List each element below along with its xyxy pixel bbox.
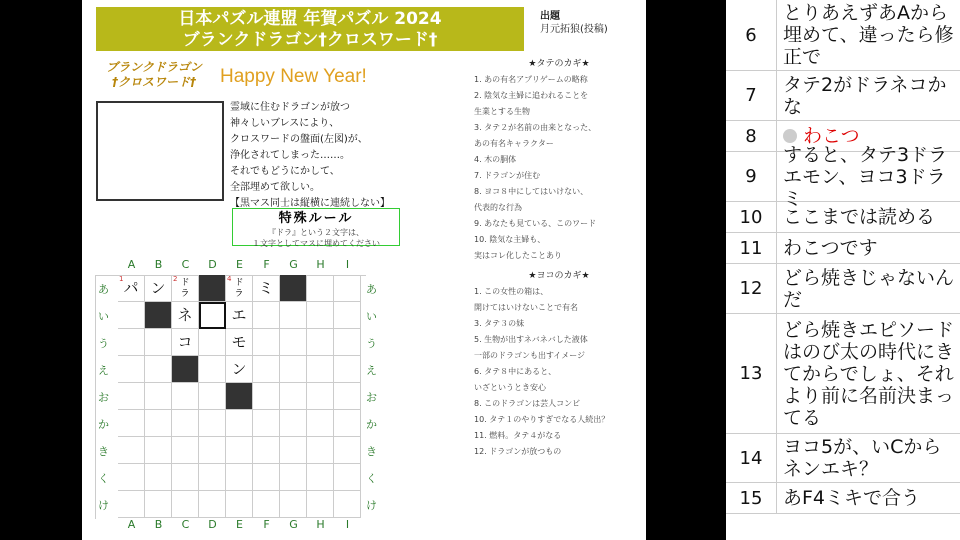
comment-row[interactable] bbox=[726, 143, 960, 210]
column-label-bottom: G bbox=[289, 518, 298, 531]
comment-number: 11 bbox=[726, 233, 777, 263]
grid-cell[interactable] bbox=[226, 464, 253, 491]
row-label-right: き bbox=[366, 445, 377, 458]
comment-number: 8 bbox=[726, 121, 777, 151]
column-label-top: B bbox=[154, 258, 163, 271]
column-label-bottom: B bbox=[154, 518, 163, 531]
column-label-top: C bbox=[181, 258, 190, 271]
grid-cell[interactable] bbox=[280, 383, 307, 410]
clue-number: 2 bbox=[173, 275, 178, 283]
column-label-bottom: H bbox=[316, 518, 325, 531]
grid-cell[interactable] bbox=[253, 329, 280, 356]
grid-cell[interactable] bbox=[118, 356, 145, 383]
comment-text-wrap bbox=[777, 143, 960, 210]
grid-cell[interactable] bbox=[253, 491, 280, 518]
grid-cell[interactable] bbox=[334, 383, 361, 410]
grid-cell[interactable] bbox=[253, 410, 280, 437]
comment-text: わこつです bbox=[783, 237, 878, 259]
comment-text-wrap bbox=[777, 264, 960, 313]
grid-cell[interactable] bbox=[253, 275, 280, 302]
grid-cell[interactable] bbox=[307, 356, 334, 383]
puzzle-sheet bbox=[82, 0, 646, 540]
grid-cell[interactable] bbox=[334, 356, 361, 383]
grid-cell[interactable] bbox=[280, 464, 307, 491]
row-label-left: き bbox=[98, 445, 109, 458]
grid-cell[interactable] bbox=[253, 302, 280, 329]
row-label-left: お bbox=[98, 391, 109, 404]
grid-cell[interactable] bbox=[145, 329, 172, 356]
clue-item: 一部のドラゴンも出すイメージ bbox=[474, 351, 586, 360]
logo-line-1: ブランクドラゴン bbox=[106, 60, 202, 74]
title-line-2: ブランクドラゴン†クロスワード† bbox=[182, 30, 438, 50]
grid-cell[interactable] bbox=[199, 329, 226, 356]
comment-list bbox=[726, 0, 960, 540]
grid-cell[interactable] bbox=[145, 410, 172, 437]
clue-item: 3. タテ３の妹 bbox=[474, 319, 525, 328]
clue-item: 1. あの有名アプリゲームの略称 bbox=[474, 75, 588, 84]
grid-cell[interactable] bbox=[172, 491, 199, 518]
grid-cell[interactable] bbox=[307, 275, 334, 302]
grid-cell[interactable] bbox=[307, 464, 334, 491]
comment-text-wrap bbox=[777, 0, 960, 70]
column-label-top: G bbox=[289, 258, 298, 271]
grid-cell[interactable] bbox=[172, 329, 199, 356]
grid-cell[interactable] bbox=[280, 491, 307, 518]
clue-item: 実はコレ化したことあり bbox=[474, 251, 562, 260]
comment-number: 13 bbox=[726, 314, 777, 433]
grid-cell[interactable] bbox=[145, 383, 172, 410]
story-line: 全部埋めて欲しい。 bbox=[230, 182, 320, 193]
clue-item: いざというとき安心 bbox=[474, 383, 546, 392]
clue-item: 7. ドラゴンが住む bbox=[474, 171, 541, 180]
comment-number: 15 bbox=[726, 483, 777, 513]
clue-item: 8. このドラゴンは芸人コンビ bbox=[474, 399, 581, 408]
clue-item: 1. この女性の箱は、 bbox=[474, 287, 549, 296]
grid-cell[interactable] bbox=[226, 383, 253, 410]
cell-letter: パ bbox=[123, 279, 139, 297]
comment-text-wrap bbox=[777, 434, 960, 482]
comment-number: 6 bbox=[726, 0, 777, 70]
comment-text: タテ2がドラネコかな bbox=[783, 73, 947, 118]
comment-text: ヨコ5が、いCからネンエキ？ bbox=[783, 436, 942, 480]
yoko-clues bbox=[474, 284, 644, 460]
grid-cell[interactable] bbox=[199, 302, 226, 329]
author-name: 月元拓狼(投稿) bbox=[540, 24, 608, 35]
grid-cell[interactable] bbox=[199, 356, 226, 383]
grid-cell[interactable] bbox=[334, 437, 361, 464]
grid-cell[interactable] bbox=[334, 302, 361, 329]
grid-cell[interactable] bbox=[280, 356, 307, 383]
clue-item: 12. ドラゴンが放つもの bbox=[474, 447, 562, 456]
grid-cell[interactable] bbox=[280, 437, 307, 464]
story-line: 【黒マス同士は縦横に連続しない】 bbox=[230, 198, 390, 209]
grid-cell[interactable] bbox=[172, 410, 199, 437]
grid-cell[interactable] bbox=[307, 410, 334, 437]
row-label-left: け bbox=[98, 499, 109, 512]
comment-text-wrap bbox=[777, 233, 960, 263]
grid-cell[interactable] bbox=[118, 329, 145, 356]
comment-text-wrap bbox=[777, 483, 960, 513]
rule-text-line-1: 『ドラ』という２文字は、 bbox=[268, 228, 364, 237]
grid-cell[interactable] bbox=[172, 464, 199, 491]
row-label-left: あ bbox=[98, 283, 109, 296]
story-line: クロスワードの盤面(左図)が、 bbox=[230, 134, 368, 145]
story-line: 浄化されてしまった……。 bbox=[230, 150, 350, 161]
column-label-top: I bbox=[345, 258, 350, 271]
grid-cell[interactable] bbox=[334, 329, 361, 356]
grid-cell[interactable] bbox=[172, 383, 199, 410]
yoko-clues-heading: ★ヨコのカギ★ bbox=[528, 271, 590, 281]
grid-cell[interactable] bbox=[334, 491, 361, 518]
row-label-right: い bbox=[366, 310, 377, 323]
row-label-right: お bbox=[366, 391, 377, 404]
comment-text-wrap bbox=[777, 71, 960, 120]
clue-item: 11. 燃料。タテ４がなる bbox=[474, 431, 562, 440]
grid-cell[interactable] bbox=[334, 410, 361, 437]
column-label-top: F bbox=[263, 258, 270, 271]
grid-cell[interactable] bbox=[199, 275, 226, 302]
grid-cell[interactable] bbox=[172, 275, 199, 302]
column-label-bottom: I bbox=[345, 518, 350, 531]
grid-cell[interactable] bbox=[226, 302, 253, 329]
comment-text: わこつ bbox=[803, 125, 860, 147]
clue-item: 2. 陰気な主婦に追われることを bbox=[474, 91, 589, 100]
comment-text: とりあえずあAから埋めて、違ったら修正で bbox=[783, 2, 954, 68]
row-label-left: く bbox=[98, 472, 109, 485]
grid-cell[interactable] bbox=[145, 437, 172, 464]
row-label-left: い bbox=[98, 310, 109, 323]
clue-number: 1 bbox=[119, 275, 124, 283]
grid-cell[interactable] bbox=[253, 356, 280, 383]
comment-text: すると、タテ3ドラエモン、ヨコ3ドラミ bbox=[783, 143, 948, 210]
cell-letter: ミ bbox=[258, 279, 274, 297]
logo-line-2: †クロスワード† bbox=[111, 75, 196, 89]
clue-item: 10. 陰気な主婦も、 bbox=[474, 235, 546, 244]
column-label-top: H bbox=[316, 258, 325, 271]
clue-item: 9. あなたも見ている、このワード bbox=[474, 219, 597, 228]
comment-text-wrap bbox=[777, 202, 960, 232]
clue-item: 6. タテ８中にあると、 bbox=[474, 367, 557, 376]
tate-clues-heading: ★タテのカギ★ bbox=[528, 59, 590, 69]
grid-cell[interactable] bbox=[226, 410, 253, 437]
author-label: 出題 bbox=[540, 11, 560, 22]
grid-cell[interactable] bbox=[307, 437, 334, 464]
clue-item: 3. タテ２が名前の由来となった、 bbox=[474, 123, 597, 132]
clue-item: 4. 木の胴体 bbox=[474, 155, 517, 164]
story-line: 霊域に住むドラゴンが放つ bbox=[230, 102, 350, 113]
grid-cell[interactable] bbox=[118, 302, 145, 329]
story-line: 神々しいブレスにより、 bbox=[230, 118, 340, 129]
grid-cell[interactable] bbox=[145, 464, 172, 491]
column-label-bottom: C bbox=[181, 518, 190, 531]
grid-cell[interactable] bbox=[199, 410, 226, 437]
cell-letter: ド ラ bbox=[180, 278, 190, 299]
clue-item: あの有名キャラクター bbox=[474, 139, 554, 148]
comment-row[interactable] bbox=[726, 71, 960, 121]
grid-cell[interactable] bbox=[118, 410, 145, 437]
column-label-bottom: E bbox=[236, 518, 243, 531]
clue-item: 生業とする生物 bbox=[474, 107, 530, 116]
clue-item: 10. タテ１のやりすぎでなる人続出？ bbox=[474, 415, 610, 424]
grid-cell[interactable] bbox=[199, 491, 226, 518]
clue-item: 開けてはいけないことで有名 bbox=[474, 303, 578, 312]
cell-letter: ン bbox=[150, 279, 166, 297]
comment-text: あF4ミキで合う bbox=[783, 487, 921, 509]
special-rule-box bbox=[232, 208, 400, 246]
grid-cell[interactable] bbox=[307, 302, 334, 329]
grid-cell[interactable] bbox=[199, 437, 226, 464]
comment-text: どら焼きエピソードはのび太の時代にきてからでしょ、それより前に名前決まってる bbox=[783, 318, 955, 429]
cell-letter: モ bbox=[231, 333, 247, 351]
comment-row[interactable] bbox=[726, 233, 960, 264]
grid-cell[interactable] bbox=[280, 275, 307, 302]
crossword-grid[interactable] bbox=[82, 256, 412, 540]
clue-list bbox=[474, 56, 644, 460]
row-label-right: け bbox=[366, 499, 377, 512]
grid-cell[interactable] bbox=[226, 329, 253, 356]
comment-text-wrap bbox=[777, 314, 960, 433]
cell-letter: コ bbox=[177, 333, 193, 351]
column-label-bottom: F bbox=[263, 518, 270, 531]
story-text bbox=[230, 100, 390, 212]
rule-text bbox=[233, 227, 399, 249]
grid-cell[interactable] bbox=[280, 329, 307, 356]
comment-number: 14 bbox=[726, 434, 777, 482]
comment-row[interactable] bbox=[726, 0, 960, 71]
comment-row[interactable] bbox=[726, 202, 960, 233]
title-line-1: 日本パズル連盟 年賀パズル 2024 bbox=[178, 9, 442, 29]
comment-number: 10 bbox=[726, 202, 777, 232]
row-label-right: か bbox=[366, 418, 377, 431]
clue-item: 8. ヨコ８中にしてはいけない、 bbox=[474, 187, 589, 196]
title-banner bbox=[96, 7, 524, 51]
grid-cell[interactable] bbox=[118, 437, 145, 464]
grid-cell[interactable] bbox=[172, 302, 199, 329]
column-label-top: A bbox=[127, 258, 136, 271]
comment-number: 7 bbox=[726, 71, 777, 120]
comment-number: 12 bbox=[726, 264, 777, 313]
column-label-top: E bbox=[236, 258, 243, 271]
tate-clues bbox=[474, 72, 644, 264]
row-label-right: え bbox=[366, 364, 377, 377]
column-label-top: D bbox=[208, 258, 217, 271]
grid-cell[interactable] bbox=[145, 302, 172, 329]
blank-board-image bbox=[96, 101, 224, 201]
grid-cell[interactable] bbox=[253, 437, 280, 464]
grid-cell[interactable] bbox=[334, 275, 361, 302]
grid-cell[interactable] bbox=[253, 464, 280, 491]
clue-item: 5. 生物が出すネバネバした液体 bbox=[474, 335, 588, 344]
comment-row[interactable] bbox=[726, 434, 960, 483]
comment-text: ここまでは読める bbox=[783, 206, 936, 228]
grid-cell[interactable] bbox=[145, 356, 172, 383]
grid-cell[interactable] bbox=[118, 275, 145, 302]
greeting-text: Happy New Year! bbox=[220, 66, 367, 87]
grid-cell[interactable] bbox=[118, 383, 145, 410]
grid-cell[interactable] bbox=[226, 437, 253, 464]
row-label-right: あ bbox=[366, 283, 377, 296]
row-label-left: う bbox=[98, 337, 109, 350]
grid-cell[interactable] bbox=[118, 491, 145, 518]
grid-cell[interactable] bbox=[226, 275, 253, 302]
grid-cell[interactable] bbox=[280, 410, 307, 437]
clue-number: 4 bbox=[227, 275, 232, 283]
rule-title: 特殊ルール bbox=[278, 211, 354, 226]
author-info bbox=[540, 10, 608, 36]
grid-cell[interactable] bbox=[145, 275, 172, 302]
grid-cell[interactable] bbox=[199, 383, 226, 410]
grid-cell[interactable] bbox=[307, 491, 334, 518]
row-label-right: う bbox=[366, 337, 377, 350]
row-label-left: え bbox=[98, 364, 109, 377]
comment-number: 9 bbox=[726, 152, 777, 201]
grid-cell[interactable] bbox=[118, 464, 145, 491]
rule-text-line-2: １文字としてマスに埋めてください bbox=[252, 239, 380, 248]
grid-cell[interactable] bbox=[307, 329, 334, 356]
cell-letter: エ bbox=[231, 306, 247, 324]
comment-row[interactable] bbox=[726, 264, 960, 314]
cell-letter: ン bbox=[231, 360, 247, 378]
grid-cell[interactable] bbox=[280, 302, 307, 329]
cell-letter: ド ラ bbox=[234, 278, 244, 299]
row-label-left: か bbox=[98, 418, 109, 431]
grid-cell[interactable] bbox=[199, 464, 226, 491]
grid-cell[interactable] bbox=[172, 437, 199, 464]
grid-cell[interactable] bbox=[334, 464, 361, 491]
comment-row[interactable] bbox=[726, 314, 960, 434]
row-label-right: く bbox=[366, 472, 377, 485]
column-label-bottom: D bbox=[208, 518, 217, 531]
ghost-icon bbox=[783, 129, 797, 143]
story-line: それでもどうにかして、 bbox=[230, 166, 340, 177]
puzzle-logo bbox=[98, 60, 210, 90]
grid-cell[interactable] bbox=[226, 491, 253, 518]
cell-letter: ネ bbox=[177, 306, 193, 324]
grid-cell[interactable] bbox=[307, 383, 334, 410]
grid-cell[interactable] bbox=[145, 491, 172, 518]
grid-cell[interactable] bbox=[253, 383, 280, 410]
column-label-bottom: A bbox=[127, 518, 136, 531]
comment-text: どら焼きじゃないんだ bbox=[783, 266, 955, 311]
grid-cell[interactable] bbox=[172, 356, 199, 383]
grid-cell[interactable] bbox=[226, 356, 253, 383]
comment-row[interactable] bbox=[726, 483, 960, 514]
clue-item: 代表的な行為 bbox=[474, 203, 522, 212]
